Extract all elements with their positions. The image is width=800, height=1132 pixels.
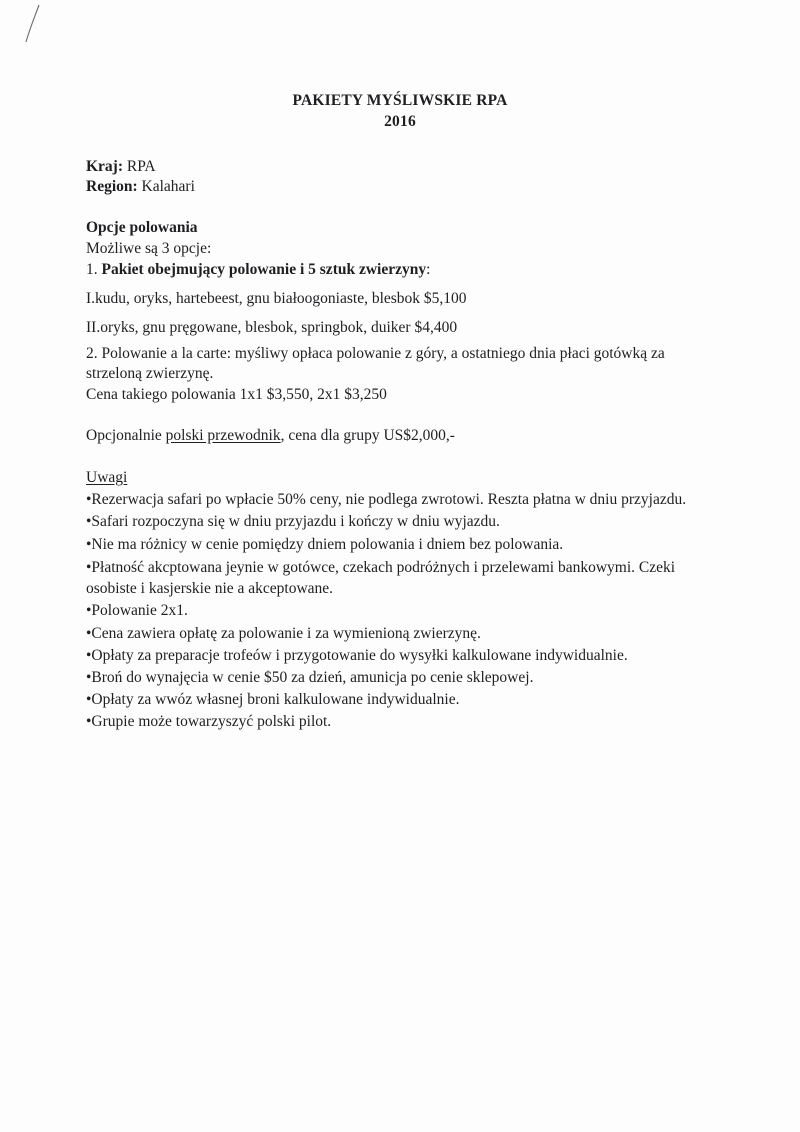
note-item: •Grupie może towarzyszyć polski pilot. xyxy=(86,713,332,730)
notes-heading: Uwagi xyxy=(86,469,128,486)
country-line xyxy=(86,157,156,177)
note-item: •Safari rozpoczyna się w dniu przyjazdu i kończy w dniu wyjazdu. xyxy=(86,513,500,530)
country-value: RPA xyxy=(126,158,156,175)
note-item: •Płatność akcptowana jeynie w gotówce, czekach podróżnych i przelewami bankowymi. Czeki xyxy=(86,559,676,576)
guide-line xyxy=(86,426,455,446)
region-line xyxy=(86,177,195,197)
option1-package-a: I.kudu, oryks, hartebeest, gnu białoogoniaste, blesbok $5,100 xyxy=(86,290,467,307)
options-intro: Możliwe są 3 opcje: xyxy=(86,240,212,257)
option1-number: 1. xyxy=(86,261,98,278)
guide-prefix: Opcjonalnie xyxy=(86,427,166,444)
note-item: •Opłaty za preparacje trofeów i przygotowanie do wysyłki kalkulowane indywidualnie. xyxy=(86,647,628,664)
note-item: •Rezerwacja safari po wpłacie 50% ceny, nie podlega zwrotowi. Reszta płatna w dniu przyjazdu. xyxy=(86,491,687,508)
note-item: •Polowanie 2x1. xyxy=(86,602,188,619)
note-item: •Broń do wynajęcia w cenie $50 za dzień, amunicja po cenie sklepowej. xyxy=(86,669,534,686)
note-item: •Nie ma różnicy w cenie pomiędzy dniem polowania i dniem bez polowania. xyxy=(86,536,564,553)
option1-package-b: II.oryks, gnu pręgowane, blesbok, springbok, duiker $4,400 xyxy=(86,319,458,336)
region-value: Kalahari xyxy=(141,178,195,195)
option1-title: Pakiet obejmujący polowanie i 5 sztuk zwierzyny xyxy=(101,261,427,278)
pen-stroke-mark xyxy=(20,2,50,48)
option2-line1: 2. Polowanie a la carte: myśliwy opłaca polowanie z góry, a ostatniego dnia płaci gotówką za xyxy=(86,345,665,362)
options-heading: Opcje polowania xyxy=(86,219,198,236)
option2-line2: strzeloną zwierzynę. xyxy=(86,365,214,382)
option1-heading xyxy=(86,260,430,280)
region-label: Region: xyxy=(86,178,138,195)
document-title: PAKIETY MYŚLIWSKIE RPA xyxy=(292,92,508,109)
country-label: Kraj: xyxy=(86,158,124,175)
option1-colon: : xyxy=(426,261,431,278)
note-item: •Cena zawiera opłatę za polowanie i za wymienioną zwierzynę. xyxy=(86,625,481,642)
note-item: osobiste i kasjerskie nie a akceptowane. xyxy=(86,580,334,597)
note-item: •Opłaty za wwóz własnej broni kalkulowane indywidualnie. xyxy=(86,691,460,708)
option2-price: Cena takiego polowania 1x1 $3,550, 2x1 $3,250 xyxy=(86,386,387,403)
document-year: 2016 xyxy=(384,113,416,130)
guide-suffix: , cena dla grupy US$2,000,- xyxy=(280,427,455,444)
guide-link: polski przewodnik xyxy=(165,427,281,444)
